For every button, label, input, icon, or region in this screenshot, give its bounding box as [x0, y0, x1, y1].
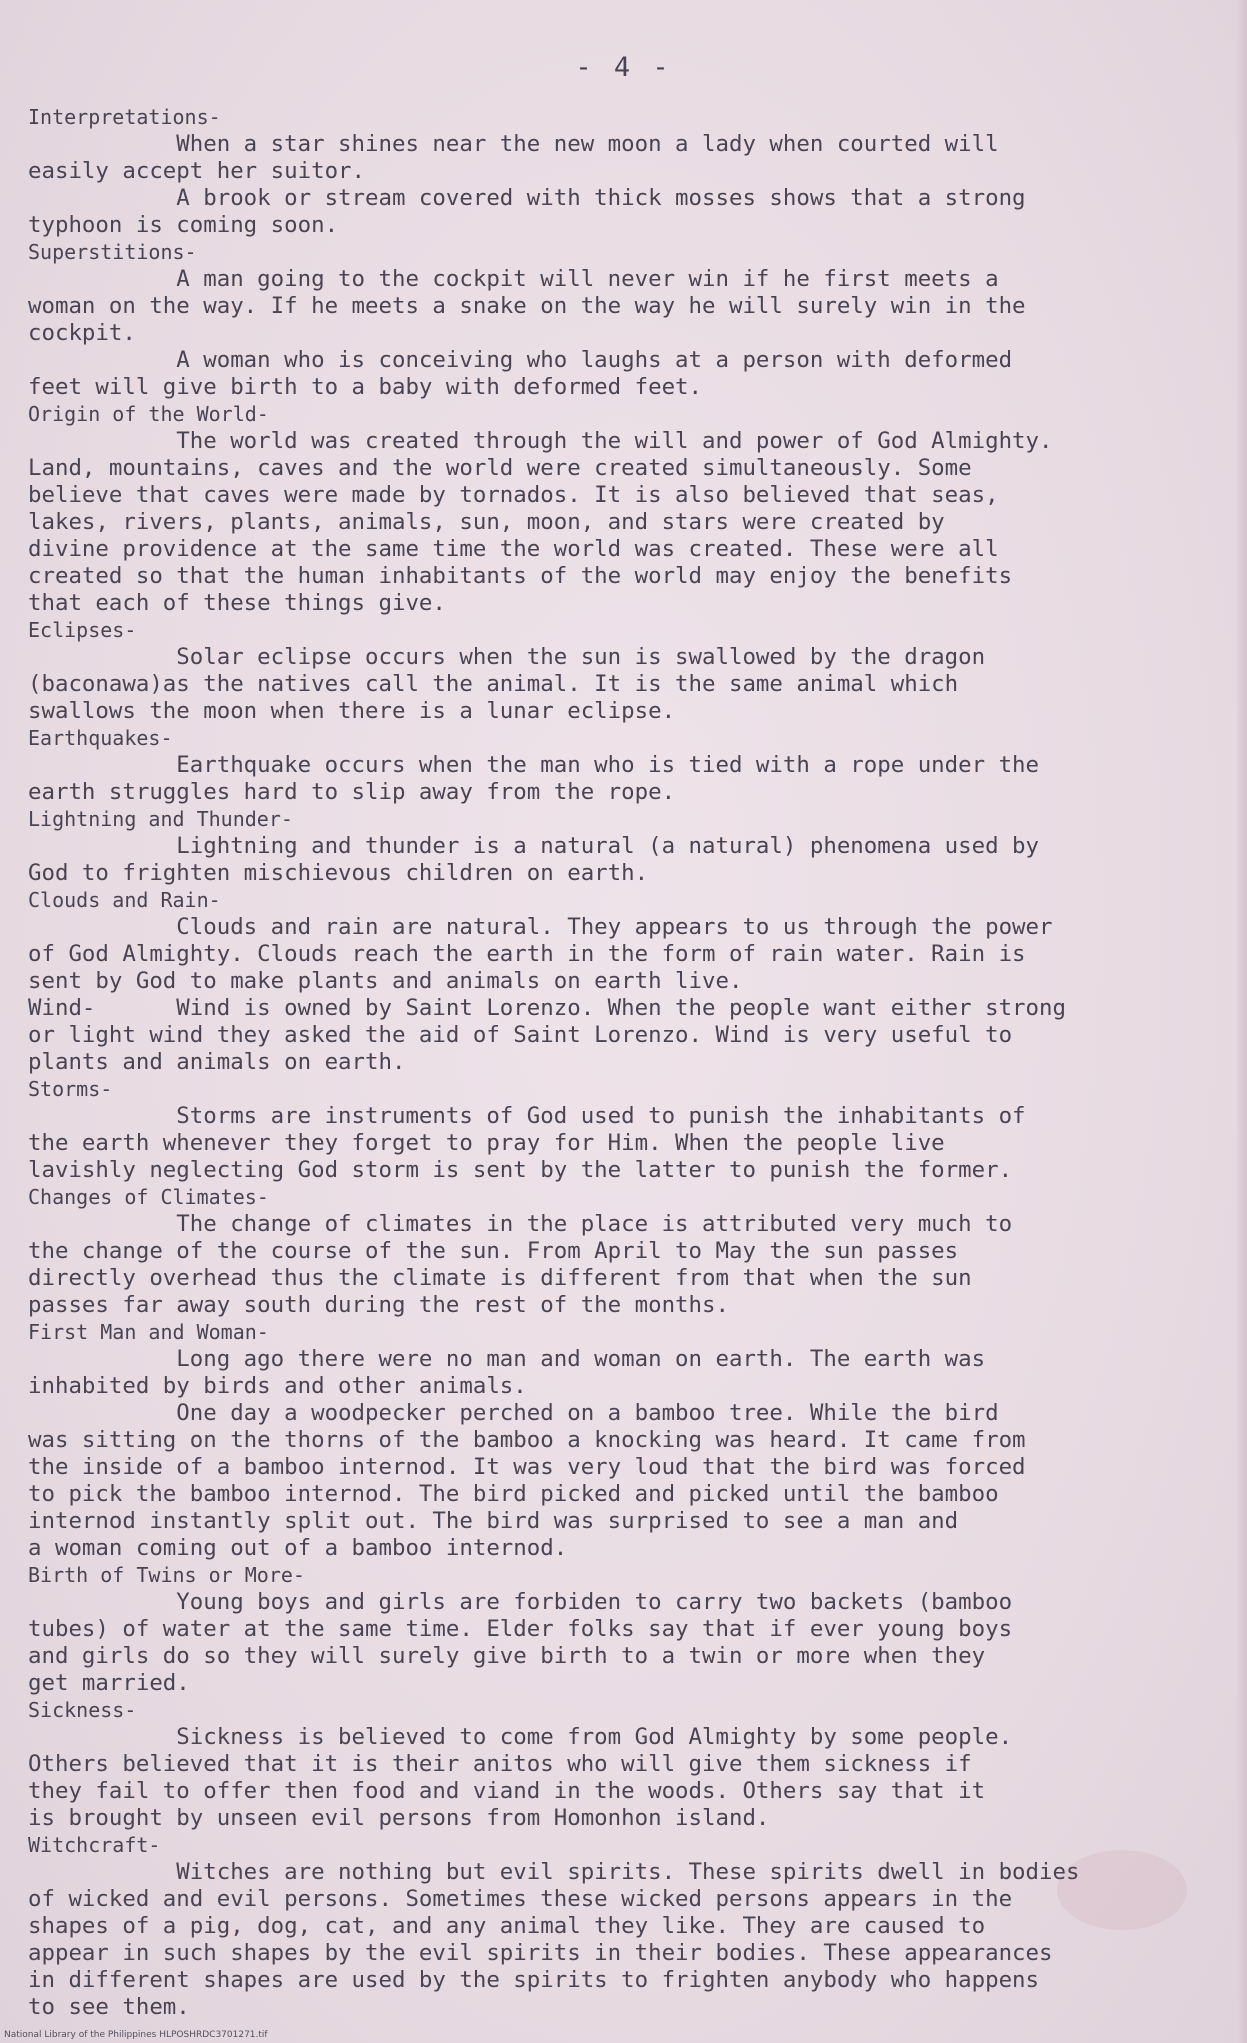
text-line: easily accept her suitor.: [28, 158, 366, 184]
paragraph: [28, 1346, 1228, 1400]
text-line: Witches are nothing but evil spirits. These spirits dwell in bodies: [28, 1859, 1080, 1885]
text-line: that each of these things give.: [28, 590, 446, 616]
text-line: appear in such shapes by the evil spirits in their bodies. These appearances: [28, 1940, 1053, 1966]
text-line: Others believed that it is their anitos who will give them sickness if: [28, 1751, 972, 1777]
section: [28, 104, 1228, 239]
section: [28, 1697, 1228, 1832]
text-line: passes far away south during the rest of the months.: [28, 1292, 729, 1318]
text-line: A brook or stream covered with thick mosses shows that a strong: [28, 185, 1026, 211]
paragraph: [28, 752, 1228, 806]
paragraph: [28, 1103, 1228, 1184]
text-line: Storms are instruments of God used to punish the inhabitants of: [28, 1103, 1026, 1129]
paragraph: [28, 1211, 1228, 1319]
paragraph: [28, 347, 1228, 401]
text-line: God to frighten mischievous children on earth.: [28, 860, 649, 886]
text-line: Young boys and girls are forbiden to carry two backets (bamboo: [28, 1589, 1013, 1615]
paragraph: [28, 1859, 1228, 2021]
text-line: tubes) of water at the same time. Elder folks say that if ever young boys: [28, 1616, 1013, 1642]
section: [28, 806, 1228, 887]
page-number: - 4 -: [575, 52, 672, 83]
section-heading: Changes of Climates-: [28, 1185, 269, 1209]
text-line: of God Almighty. Clouds reach the earth in the form of rain water. Rain is: [28, 941, 1026, 967]
text-line: the earth whenever they forget to pray for Him. When the people live: [28, 1130, 945, 1156]
text-line: directly overhead thus the climate is different from that when the sun: [28, 1265, 972, 1291]
text-line: and girls do so they will surely give birth to a twin or more when they: [28, 1643, 986, 1669]
paragraph: [28, 1589, 1228, 1697]
text-line: Land, mountains, caves and the world were created simultaneously. Some: [28, 455, 972, 481]
paragraph: [28, 995, 1228, 1076]
section-heading: Witchcraft-: [28, 1833, 161, 1857]
section: [28, 1184, 1228, 1319]
section-heading: Origin of the World-: [28, 402, 269, 426]
paragraph: [28, 914, 1228, 995]
paragraph: [28, 266, 1228, 347]
text-line: Clouds and rain are natural. They appears to us through the power: [28, 914, 1053, 940]
page-edge: [1237, 0, 1247, 2043]
paragraph: [28, 131, 1228, 185]
section-heading: Interpretations-: [28, 105, 221, 129]
section: [28, 995, 1228, 1076]
section-heading: Lightning and Thunder-: [28, 807, 293, 831]
section-heading: Sickness-: [28, 1698, 137, 1722]
paragraph: [28, 1724, 1228, 1832]
section: [28, 401, 1228, 617]
section: [28, 1076, 1228, 1184]
text-line: swallows the moon when there is a lunar eclipse.: [28, 698, 676, 724]
text-line: (baconawa)as the natives call the animal. It is the same animal which: [28, 671, 959, 697]
text-line: lakes, rivers, plants, animals, sun, moon, and stars were created by: [28, 509, 945, 535]
paragraph: [28, 833, 1228, 887]
text-line: Long ago there were no man and woman on earth. The earth was: [28, 1346, 986, 1372]
text-line: of wicked and evil persons. Sometimes these wicked persons appears in the: [28, 1886, 1013, 1912]
section-heading: First Man and Woman-: [28, 1320, 269, 1344]
text-line: A woman who is conceiving who laughs at a person with deformed: [28, 347, 1013, 373]
section: [28, 725, 1228, 806]
text-line: Earthquake occurs when the man who is tied with a rope under the: [28, 752, 1040, 778]
text-line: they fail to offer then food and viand in the woods. Others say that it: [28, 1778, 986, 1804]
section: [28, 1562, 1228, 1697]
text-line: When a star shines near the new moon a lady when courted will: [28, 131, 999, 157]
text-line: The world was created through the will and power of God Almighty.: [28, 428, 1053, 454]
text-line: typhoon is coming soon.: [28, 212, 339, 238]
text-line: Lightning and thunder is a natural (a natural) phenomena used by: [28, 833, 1040, 859]
text-line: Wind- Wind is owned by Saint Lorenzo. When the people want either strong: [28, 995, 1066, 1021]
text-line: earth struggles hard to slip away from the rope.: [28, 779, 676, 805]
text-line: plants and animals on earth.: [28, 1049, 406, 1075]
text-line: inhabited by birds and other animals.: [28, 1373, 527, 1399]
text-line: feet will give birth to a baby with deformed feet.: [28, 374, 703, 400]
text-line: believe that caves were made by tornados. It is also believed that seas,: [28, 482, 999, 508]
text-line: was sitting on the thorns of the bamboo a knocking was heard. It came from: [28, 1427, 1026, 1453]
text-line: is brought by unseen evil persons from Homonhon island.: [28, 1805, 770, 1831]
section: [28, 239, 1228, 401]
text-line: cockpit.: [28, 320, 136, 346]
section: [28, 1832, 1228, 2021]
paragraph: [28, 1400, 1228, 1562]
text-line: A man going to the cockpit will never win if he first meets a: [28, 266, 999, 292]
text-line: a woman coming out of a bamboo internod.: [28, 1535, 568, 1561]
paragraph: [28, 428, 1228, 617]
text-line: sent by God to make plants and animals on earth live.: [28, 968, 743, 994]
section-heading: Storms-: [28, 1077, 113, 1101]
section: [28, 1319, 1228, 1562]
document-body: [28, 104, 1228, 2021]
text-line: shapes of a pig, dog, cat, and any animal they like. They are caused to: [28, 1913, 986, 1939]
text-line: or light wind they asked the aid of Saint Lorenzo. Wind is very useful to: [28, 1022, 1013, 1048]
section-heading: Eclipses-: [28, 618, 137, 642]
section: [28, 887, 1228, 995]
section-heading: Superstitions-: [28, 240, 197, 264]
section-heading: Earthquakes-: [28, 726, 173, 750]
text-line: internod instantly split out. The bird was surprised to see a man and: [28, 1508, 959, 1534]
text-line: created so that the human inhabitants of the world may enjoy the benefits: [28, 563, 1013, 589]
section: [28, 617, 1228, 725]
text-line: to see them.: [28, 1994, 190, 2020]
text-line: Sickness is believed to come from God Almighty by some people.: [28, 1724, 1013, 1750]
text-line: lavishly neglecting God storm is sent by the latter to punish the former.: [28, 1157, 1013, 1183]
text-line: The change of climates in the place is attributed very much to: [28, 1211, 1013, 1237]
text-line: divine providence at the same time the world was created. These were all: [28, 536, 999, 562]
scan-footer: National Library of the Philippines HLPOSHRDC3701271.tif: [4, 2030, 268, 2040]
text-line: get married.: [28, 1670, 190, 1696]
text-line: the inside of a bamboo internod. It was very loud that the bird was forced: [28, 1454, 1026, 1480]
text-line: the change of the course of the sun. From April to May the sun passes: [28, 1238, 959, 1264]
paragraph: [28, 185, 1228, 239]
section-heading: Birth of Twins or More-: [28, 1563, 305, 1587]
text-line: woman on the way. If he meets a snake on the way he will surely win in the: [28, 293, 1026, 319]
section-heading: Clouds and Rain-: [28, 888, 221, 912]
paragraph: [28, 644, 1228, 725]
text-line: One day a woodpecker perched on a bamboo tree. While the bird: [28, 1400, 999, 1426]
text-line: Solar eclipse occurs when the sun is swallowed by the dragon: [28, 644, 986, 670]
text-line: to pick the bamboo internod. The bird picked and picked until the bamboo: [28, 1481, 999, 1507]
text-line: in different shapes are used by the spirits to frighten anybody who happens: [28, 1967, 1040, 1993]
